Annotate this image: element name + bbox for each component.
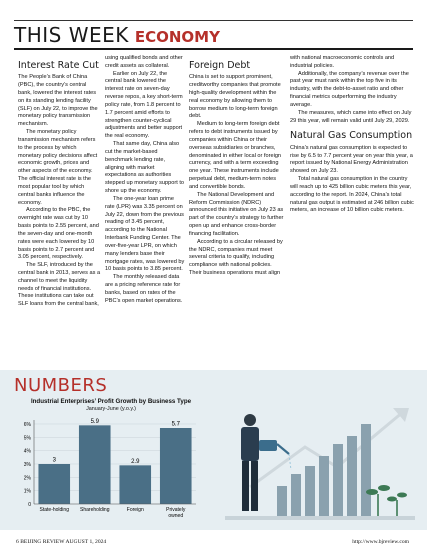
x-tick-label: owned: [168, 513, 184, 519]
article-paragraph: with national macroeconomic controls and industrial policies.: [290, 55, 395, 69]
chart-subtitle: January-June (y.o.y.): [86, 406, 136, 412]
y-tick-label: 6%: [23, 422, 31, 428]
article-paragraph: using qualified bonds and other credit assets as collateral.: [105, 55, 183, 69]
y-tick-label: 0: [28, 502, 31, 508]
footer-page-info: 6 BEIJING REVIEW AUGUST 1, 2024: [16, 539, 107, 545]
section-header: [14, 23, 220, 47]
column-1: [18, 55, 101, 309]
article-paragraph: According to the PBC, the overnight rate was cut by 10 basis points to 2.55 percent, and the seven-day and one-month rates were each lowered by 10 basis points to 2.7 percent and 3.05 percent, respectively.: [18, 207, 99, 261]
article-paragraph: The People’s Bank of China (PBC), the country’s central bank, lowered the interest rates on its standing lending facility (SLF) on July 22, to improve the monetary policy transmission mechanism.: [18, 74, 98, 128]
chart-svg: [16, 398, 206, 528]
x-tick-label: Foreign: [126, 507, 144, 513]
top-rule: [14, 20, 413, 21]
column-3: [189, 55, 285, 278]
profit-growth-chart: [16, 398, 206, 528]
coin-stack-icon: [277, 424, 371, 516]
bar-value-label: 2.9: [131, 458, 140, 465]
y-tick-label: 3%: [23, 462, 31, 468]
bar-privately-owned: [160, 428, 192, 504]
article-paragraph: Earlier on July 22, the central bank lowered the interest rate on seven-day reverse repos, a key short-term policy rate, from 1.8 percent to 1.7 percent amid efforts to strengthen counter-cyclical adjustments and better support the real economy.: [105, 70, 183, 140]
watering-can-icon: [259, 440, 291, 470]
article-paragraph: Medium to long-term foreign debt refers to debt instruments issued by companies within China or their overseas subsidiaries or branches, denominated in either local or foreign currency, and with a term exceeding one year. These instruments include perpetual debt, medium-term notes and convertible bonds.: [189, 121, 282, 190]
article-paragraph: The measures, which came into effect on July 29 this year, will remain valid until July 29, 2029.: [290, 109, 412, 124]
x-tick-label: Privately: [166, 507, 186, 513]
bar-value-label: 5.9: [90, 418, 99, 425]
y-tick-label: 1%: [23, 488, 31, 495]
column-4-text: [290, 55, 415, 215]
article-paragraph: China’s natural gas consumption is expected to rise by 6.5 to 7.7 percent year on year this year, a report issued by National Energy Administration showed on July 23.: [290, 144, 413, 175]
chart-title: Industrial Enterprises’ Profit Growth by Business Type: [30, 398, 192, 405]
article-paragraph: The monetary policy transmission mechanism refers to the process by which monetary policy decisions affect economic growth, prices and other aspects of the economy. The official interest rate is the most popular tool by which central banks influence the economy.: [18, 129, 98, 206]
bar-shareholding: [79, 425, 111, 504]
sprout-icon: [366, 485, 407, 516]
growth-illustration: [225, 382, 415, 532]
article-title: Natural Gas Consumption: [290, 130, 413, 142]
bar-foreign: [119, 465, 151, 504]
article-title-foreign-debt: Foreign Debt: [189, 60, 251, 71]
article-paragraph: The monthly released data are a pricing reference rate for banks, based on rates of the PBC’s open market operations.: [105, 274, 183, 304]
businessman-icon: [241, 414, 259, 511]
bar-value-label: 3: [52, 457, 56, 464]
bar-value-label: 5.7: [171, 421, 180, 428]
article-paragraph: The National Development and Reform Commission (NDRC) announced this initiative on July 23 as part of the country’s strategy to further open up and enhance cross-border financing facilitation.: [189, 191, 284, 237]
bar-state-holding: [38, 464, 70, 504]
article-paragraph: Total natural gas consumption in the country will reach up to 425 billion cubic meters this year, according to the report. In 2024, China’s total natural gas output is estimated at 246 billion cubic meters, an increase of 10 billion cubic meters.: [290, 176, 414, 214]
article-paragraph: That same day, China also cut the market-based benchmark lending rate, aligning with market expectations as authorities stepped up monetary support to shore up the economy.: [105, 141, 184, 195]
article-title-interest-rate-cut: Interest Rate Cut: [18, 60, 99, 71]
article-paragraph: According to a circular released by the NDRC, companies must meet several criteria to qualify, including compliance with national policies. Their business operations must align: [189, 238, 283, 276]
article-paragraph: The one-year loan prime rate (LPR) was 3.35 percent on July 22, down from the previous reading of 3.45 percent, according to the National Interbank Funding Center. The over-five-year LPR, on which many lenders base their mortgage rates, was lowered by 10 basis points to 3.85 percent.: [105, 195, 185, 273]
header-divider: [14, 48, 413, 50]
numbers-title: NUMBERS: [14, 375, 108, 396]
footer-url[interactable]: http://www.bjreview.com: [352, 539, 409, 545]
section-title: THIS WEEK: [14, 23, 129, 47]
y-tick-label: 4%: [23, 448, 31, 455]
article-paragraph: The SLF, introduced by the central bank in 2013, serves as a channel to meet the liquidity needs of financial institutions. These institutions can take out SLF loans from the central bank,: [18, 262, 101, 308]
x-tick-label: Shareholding: [80, 507, 110, 513]
article-paragraph: China is set to support prominent, creditworthy companies that promote high-quality development within the real economy by allowing them to borrow medium to long-term foreign debt.: [189, 74, 281, 120]
y-tick-label: 5%: [23, 435, 31, 442]
column-2: [105, 55, 185, 306]
x-tick-label: State-holding: [39, 507, 69, 513]
article-paragraph: Additionally, the company’s revenue over the past year must rank within the top five in its industry, with the debt-to-asset ratio and other financial metrics outperforming the industry average.: [290, 70, 409, 108]
y-tick-label: 2%: [23, 475, 31, 482]
section-subtitle: ECONOMY: [134, 28, 220, 46]
